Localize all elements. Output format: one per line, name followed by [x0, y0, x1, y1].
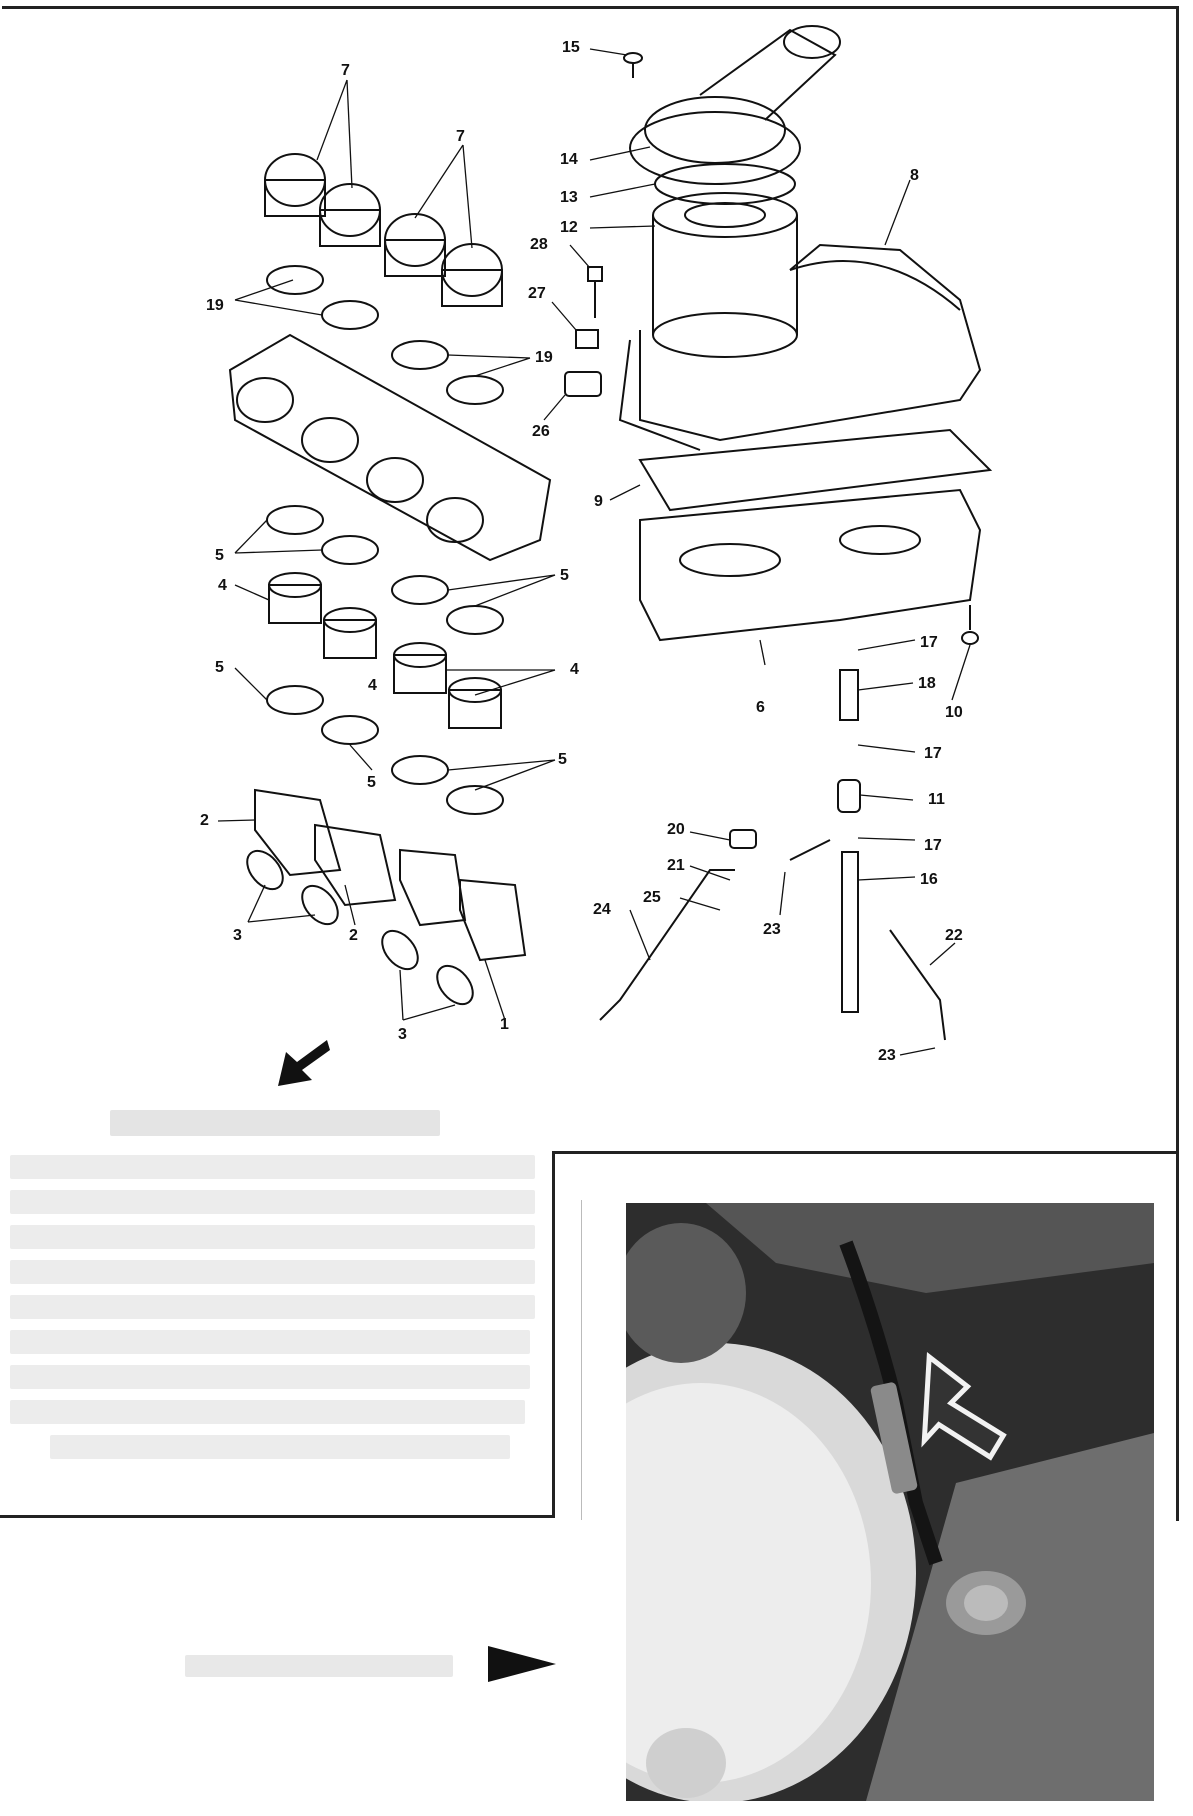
caption-line: [10, 1295, 535, 1319]
callout-13: 13: [560, 189, 578, 206]
callout-4: 4: [368, 677, 377, 694]
callout-4: 4: [570, 661, 579, 678]
bolt-28: [588, 267, 602, 318]
callout-6: 6: [756, 699, 765, 716]
airbox-gasket: [640, 430, 990, 510]
callout-18: 18: [918, 675, 936, 692]
screw-10: [962, 605, 978, 644]
intake-boots-4: [269, 573, 501, 728]
callout-23: 23: [763, 921, 781, 938]
callout-10: 10: [945, 704, 963, 721]
carburetor-assembly: [230, 335, 550, 560]
breather-hoses: [600, 670, 945, 1040]
callout-14: 14: [560, 151, 578, 168]
callout-15: 15: [562, 39, 580, 56]
callout-20: 20: [667, 821, 685, 838]
callout-26: 26: [532, 423, 550, 440]
caption-line: [10, 1155, 535, 1179]
frame-step: [552, 1152, 555, 1518]
callout-5: 5: [367, 774, 376, 791]
photo-render: [626, 1203, 1154, 1801]
caption-line: [10, 1400, 525, 1424]
screw-15: [624, 53, 642, 78]
caption-title-bar: [110, 1110, 440, 1136]
callout-12: 12: [560, 219, 578, 236]
carburetor-boots: [265, 154, 502, 306]
callout-7: 7: [341, 62, 350, 79]
callout-16: 16: [920, 871, 938, 888]
pointer-arrow-icon: [488, 1646, 556, 1682]
callout-17: 17: [924, 837, 942, 854]
photo-divider: [581, 1200, 582, 1520]
engine-photo: [626, 1203, 1154, 1801]
callout-5: 5: [215, 547, 224, 564]
callout-1: 1: [500, 1016, 509, 1033]
callout-19: 19: [206, 297, 224, 314]
callout-3: 3: [233, 927, 242, 944]
callout-21: 21: [667, 857, 685, 874]
callout-2: 2: [200, 812, 209, 829]
clamps-19: [267, 266, 503, 404]
front-direction-arrow-icon: [278, 1040, 330, 1086]
callout-17: 17: [924, 745, 942, 762]
callout-23: 23: [878, 1047, 896, 1064]
airbox-lower-case: [640, 490, 980, 640]
callout-9: 9: [594, 493, 603, 510]
airbox-housing: [620, 245, 980, 450]
o-rings-3: [240, 844, 480, 1011]
callout-5: 5: [215, 659, 224, 676]
collar-27: [576, 330, 598, 348]
callout-11: 11: [928, 791, 945, 808]
caption-line: [10, 1190, 535, 1214]
callout-5: 5: [558, 751, 567, 768]
callout-5: 5: [560, 567, 569, 584]
intake-manifolds: [255, 790, 525, 960]
callout-2: 2: [349, 927, 358, 944]
faded-caption: [10, 1110, 540, 1490]
caption-line: [50, 1435, 510, 1459]
callout-27: 27: [528, 285, 546, 302]
frame-edge: [0, 1515, 553, 1518]
callout-8: 8: [910, 167, 919, 184]
airbox-cover: [630, 26, 840, 184]
caption-line: [10, 1260, 535, 1284]
faded-pointer-label: [185, 1655, 453, 1677]
callout-3: 3: [398, 1026, 407, 1043]
caption-line: [10, 1225, 535, 1249]
callout-7: 7: [456, 128, 465, 145]
air-filter-element: [653, 193, 797, 357]
caption-line: [10, 1330, 530, 1354]
grommet-26: [565, 372, 601, 396]
callout-22: 22: [945, 927, 963, 944]
callout-19: 19: [535, 349, 553, 366]
callout-24: 24: [593, 901, 611, 918]
caption-line: [10, 1365, 530, 1389]
callout-25: 25: [643, 889, 661, 906]
callout-17: 17: [920, 634, 938, 651]
callout-28: 28: [530, 236, 548, 253]
callout-4: 4: [218, 577, 227, 594]
